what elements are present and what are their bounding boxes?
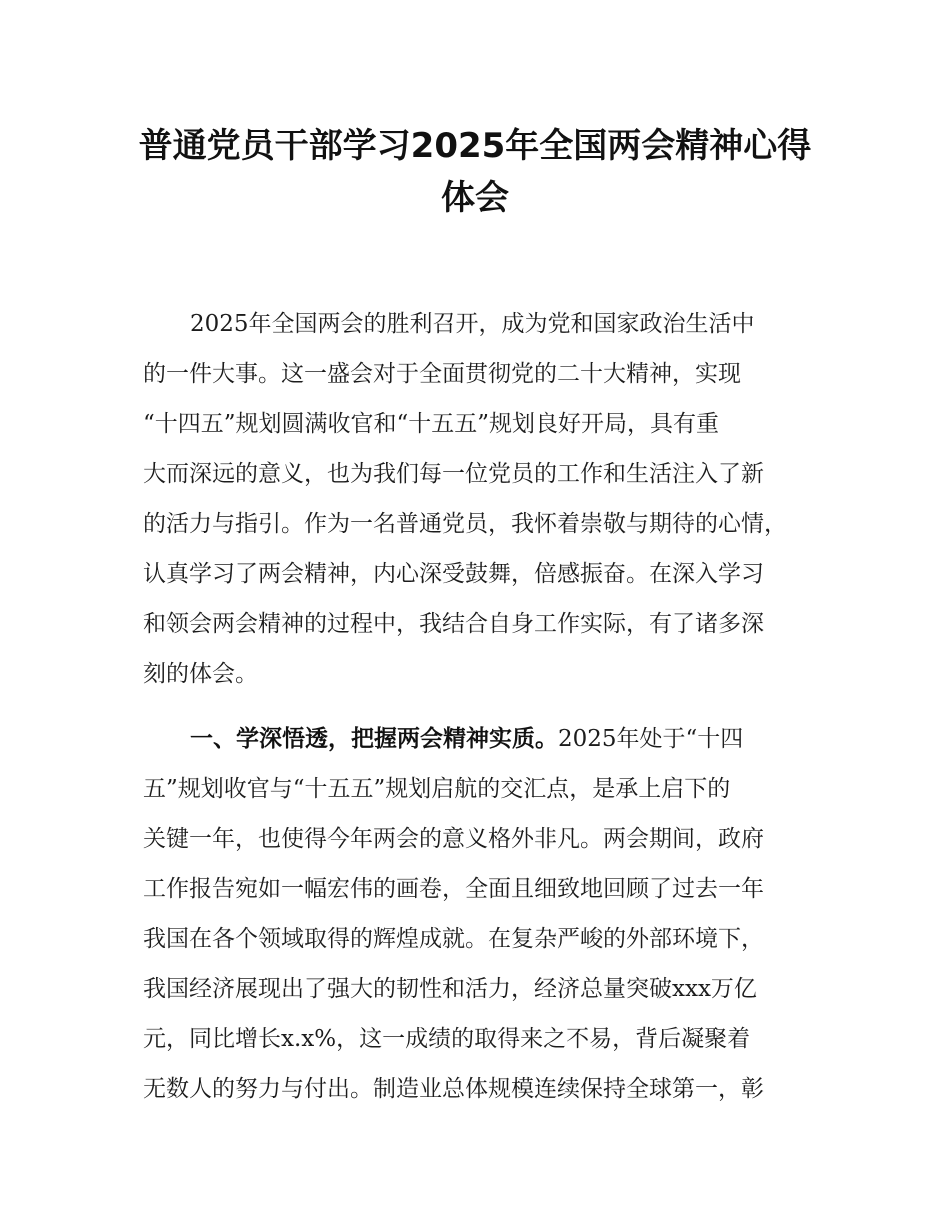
- section1-line-4: 工作报告宛如一幅宏伟的画卷，全面且细致地回顾了过去一年: [143, 876, 764, 902]
- intro-line-5: 的活力与指引。作为一名普通党员，我怀着崇敬与期待的心情，: [143, 511, 787, 537]
- section1-line-5: 我国在各个领域取得的辉煌成就。在复杂严峻的外部环境下，: [143, 926, 764, 952]
- section1-line-2: 五”规划收官与“十五五”规划启航的交汇点，是承上启下的: [143, 776, 731, 802]
- intro-line-8: 刻的体会。: [143, 661, 258, 687]
- section1-first-line-text: 2025年处于“十四: [558, 726, 744, 752]
- section1-line-8: 无数人的努力与付出。制造业总体规模连续保持全球第一，彰: [143, 1076, 764, 1102]
- intro-line-1: 2025年全国两会的胜利召开，成为党和国家政治生活中: [190, 311, 755, 337]
- section1-line-3: 关键一年，也使得今年两会的意义格外非凡。两会期间，政府: [143, 826, 764, 852]
- intro-line-3: “十四五”规划圆满收官和“十五五”规划良好开局，具有重: [143, 411, 720, 437]
- intro-line-6: 认真学习了两会精神，内心深受鼓舞，倍感振奋。在深入学习: [143, 561, 764, 587]
- section1-line-6: 我国经济展现出了强大的韧性和活力，经济总量突破xxx万亿: [143, 976, 757, 1002]
- section1-line-7: 元，同比增长x.x%，这一成绩的取得来之不易，背后凝聚着: [143, 1026, 751, 1052]
- section1-heading: 一、学深悟透，把握两会精神实质。: [190, 726, 558, 752]
- intro-line-2: 的一件大事。这一盛会对于全面贯彻党的二十大精神，实现: [143, 361, 741, 387]
- section1-first-line: [190, 721, 743, 757]
- document-title-line-2: 体会: [441, 178, 509, 218]
- intro-line-7: 和领会两会精神的过程中，我结合自身工作实际，有了诸多深: [143, 611, 764, 637]
- intro-line-4: 大而深远的意义，也为我们每一位党员的工作和生活注入了新: [143, 461, 764, 487]
- document-title-line-1: 普通党员干部学习2025年全国两会精神心得: [138, 126, 812, 166]
